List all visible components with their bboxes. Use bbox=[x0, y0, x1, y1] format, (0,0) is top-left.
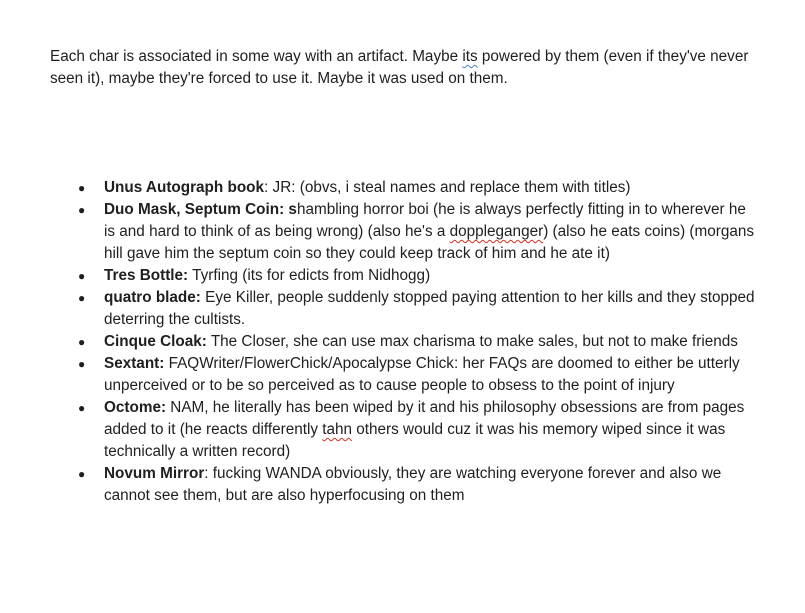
item-text: Tyrfing (its for edicts from Nidhogg) bbox=[188, 267, 431, 284]
item-title: Cinque Cloak: bbox=[104, 333, 207, 350]
item-title: Duo Mask, Septum Coin: s bbox=[104, 201, 297, 218]
item-text: FAQWriter/FlowerChick/Apocalypse Chick: her FAQs are doomed to either be utterly unperceived or to be so perceived as to cause people to obsess to the point of injury bbox=[104, 355, 740, 394]
bullet-icon: ● bbox=[78, 181, 86, 195]
item-title: Unus Autograph book bbox=[104, 179, 265, 196]
spelling-flagged-word[interactable]: doppleganger bbox=[449, 223, 544, 240]
bullet-icon: ● bbox=[78, 269, 86, 283]
item-title: Novum Mirror bbox=[104, 465, 205, 482]
item-text: The Closer, she can use max charisma to make sales, but not to make friends bbox=[206, 333, 738, 350]
spelling-flagged-word[interactable]: tahn bbox=[322, 421, 353, 438]
item-title: Tres Bottle: bbox=[104, 267, 189, 284]
bullet-icon: ● bbox=[78, 467, 86, 481]
list-item-duo bbox=[50, 199, 760, 265]
intro-paragraph bbox=[50, 46, 750, 90]
grammar-flagged-word[interactable]: its bbox=[462, 48, 478, 65]
item-text: Eye Killer, people suddenly stopped paying attention to her kills and they stopped deterring the cultists. bbox=[104, 289, 755, 328]
intro-text-part: Each char is associated in some way with an artifact. Maybe bbox=[50, 48, 463, 65]
item-text: hambling horror boi (he is always perfectly fitting in to wherever he is and hard to think of as being wrong) (also he's a bbox=[104, 201, 746, 240]
list-item-novum bbox=[50, 463, 760, 507]
bullet-icon: ● bbox=[78, 335, 86, 349]
item-title: quatro blade: bbox=[104, 289, 201, 306]
item-text: : JR: (obvs, i steal names and replace them with titles) bbox=[264, 179, 631, 196]
bullet-icon: ● bbox=[78, 203, 86, 217]
list-item-unus bbox=[50, 177, 760, 199]
list-item-tres bbox=[50, 265, 760, 287]
list-item-octome bbox=[50, 397, 760, 463]
bullet-icon: ● bbox=[78, 291, 86, 305]
list-item-quatro bbox=[50, 287, 760, 331]
bullet-icon: ● bbox=[78, 357, 86, 371]
artifact-list bbox=[50, 177, 760, 507]
bullet-icon: ● bbox=[78, 401, 86, 415]
item-title: Octome: bbox=[104, 399, 167, 416]
intro-text-part: powered by them (even if they've never seen it), maybe they're forced to use it. Maybe it was used on them. bbox=[50, 48, 749, 87]
item-text: NAM, he literally has been wiped by it and his philosophy obsessions are from pages added to it (he reacts differently bbox=[104, 399, 745, 438]
item-text: others would cuz it was his memory wiped since it was technically a written record) bbox=[104, 421, 726, 460]
list-item-cinque bbox=[50, 331, 760, 353]
item-text: ) (also he eats coins) (morgans hill gave him the septum coin so they could keep track of him and he ate it) bbox=[104, 223, 755, 262]
list-item-sextant bbox=[50, 353, 760, 397]
item-title: Sextant: bbox=[104, 355, 165, 372]
item-text: : fucking WANDA obviously, they are watching everyone forever and also we cannot see them, but are also hyperfocusing on them bbox=[104, 465, 722, 504]
